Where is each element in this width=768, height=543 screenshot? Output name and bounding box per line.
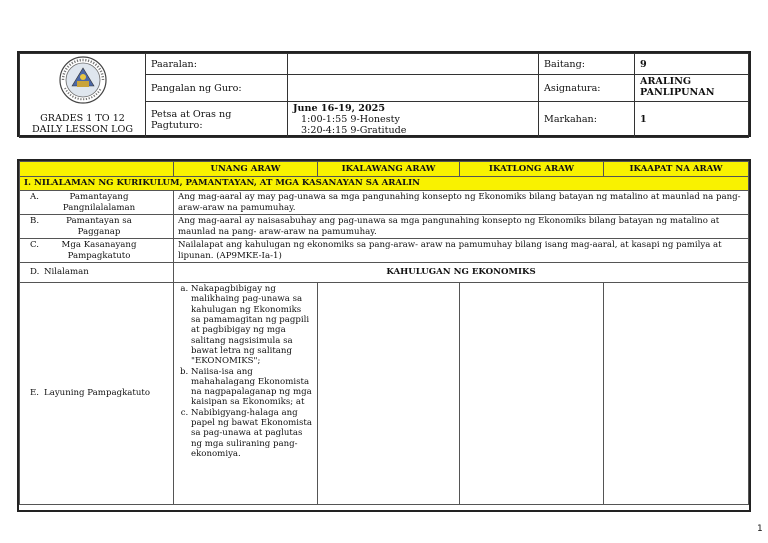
day-header-3: IKATLONG ARAW (460, 162, 604, 177)
objective-item: b. Naiisa-isa ang mahahalagang Ekonomista na nagpapalaganap ng mga kaisipan sa Ekonomiks; at (191, 367, 313, 408)
blank-header-cell (20, 162, 174, 177)
quarter-label: Markahan: (539, 102, 635, 138)
objectives-day-1 (174, 283, 318, 505)
section-title: I. NILALAMAN NG KURIKULUM, PAMANTAYAN, AT MGA KASANAYAN SA ARALIN (20, 177, 749, 191)
row-letter: A. (30, 192, 39, 203)
school-value (288, 54, 539, 75)
content-text: KAHULUGAN NG EKONOMIKS (174, 263, 749, 283)
objectives-label (20, 283, 174, 505)
row-label: Pamantayan sa Pagganap (66, 216, 132, 237)
row-performance-standard (20, 215, 749, 239)
performance-standard-text: Ang mag-aaral ay naisasabuhay ang pag-unawa sa mga pangunahing konsepto ng Ekonomiks bilang batayan ng matalino at maunlad na pang- araw-araw na pamumuhay. (174, 215, 749, 239)
day-header-1: UNANG ARAW (174, 162, 318, 177)
schedule-cell (288, 102, 539, 138)
lesson-log-table (17, 159, 751, 512)
row-content (20, 263, 749, 283)
log-title-line2: DAILY LESSON LOG (31, 124, 134, 136)
teacher-label: Pangalan ng Guro: (146, 75, 288, 102)
grade-label: Baitang: (539, 54, 635, 75)
objectives-list (178, 284, 313, 459)
day-header-row (20, 162, 749, 177)
objective-item: a. Nakapagbibigay ng malikhaing pag-unawa sa kahulugan ng Ekonomiks sa pamamagitan ng pagpili at pagbibigay ng mga salitang nagsisimula sa bawat letra ng salitang "EKONOMIKS"; (191, 284, 313, 367)
page-number: 1 (757, 524, 763, 534)
row-content-standard (20, 191, 749, 215)
objectives-day-4 (604, 283, 749, 505)
teacher-value (288, 75, 539, 102)
subject-value: ARALING PANLIPUNAN (635, 75, 749, 102)
deped-seal-icon (55, 55, 111, 105)
objectives-day-3 (460, 283, 604, 505)
objectives-day-2 (318, 283, 460, 505)
header-table (17, 51, 751, 137)
grade-value: 9 (635, 54, 749, 75)
content-standard-text: Ang mag-aaral ay may pag-unawa sa mga pangunahing konsepto ng Ekonomiks bilang batayan ng matalino at maunlad na pang-araw-araw na pamumuhay. (174, 191, 749, 215)
row-letter: B. (30, 216, 40, 227)
row-label: Pamantayang Pangnilalalaman (62, 192, 136, 213)
row-objectives (20, 283, 749, 505)
date-value: June 16-19, 2025 (293, 103, 385, 114)
objective-item: c. Nabibigyang-halaga ang papel ng bawat Ekonomista sa pag-unawa at paglutas ng mga suliraning pang-ekonomiya. (191, 408, 313, 460)
content-standard-label (20, 191, 174, 215)
log-title-cell (20, 54, 146, 138)
row-label: Nilalaman (44, 267, 89, 278)
quarter-value: 1 (635, 102, 749, 138)
row-letter: D. (30, 267, 40, 278)
row-letter: C. (30, 240, 40, 251)
school-label: Paaralan: (146, 54, 288, 75)
competencies-label (20, 239, 174, 263)
time-slot-1: 1:00-1:55 9-Honesty (301, 114, 400, 126)
content-label (20, 263, 174, 283)
time-slot-2: 3:20-4:15 9-Gratitude (301, 125, 407, 137)
subject-label: Asignatura: (539, 75, 635, 102)
row-label: Layuning Pampagkatuto (44, 388, 151, 399)
day-header-4: IKAAPAT NA ARAW (604, 162, 749, 177)
performance-standard-label (20, 215, 174, 239)
section-row (20, 177, 749, 191)
day-header-2: IKALAWANG ARAW (318, 162, 460, 177)
datetime-label: Petsa at Oras ng Pagtuturo: (146, 102, 288, 138)
competencies-text: Nailalapat ang kahulugan ng ekonomiks sa pang-araw- araw na pamumuhay bilang isang mag-aaral, at kasapi ng pamilya at lipunan. (AP9MKE-Ia-1) (174, 239, 749, 263)
log-title-line1: GRADES 1 TO 12 (40, 113, 125, 125)
row-letter: E. (30, 388, 40, 399)
row-competencies (20, 239, 749, 263)
row-label: Mga Kasanayang Pampagkatuto (61, 240, 137, 261)
